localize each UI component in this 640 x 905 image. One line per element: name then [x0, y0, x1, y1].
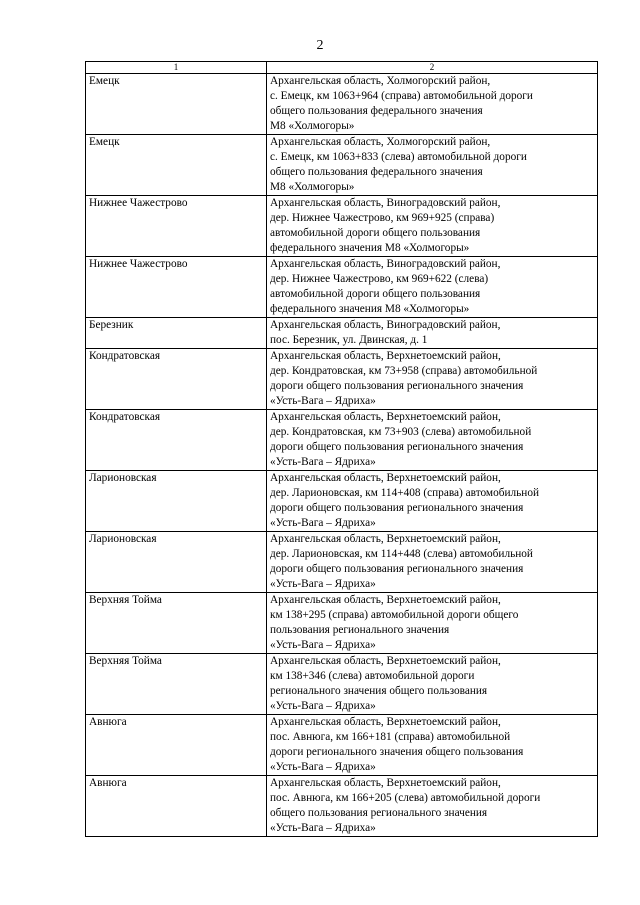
- place-name-cell: Верхняя Тойма: [86, 654, 267, 715]
- address-line: дороги общего пользования регионального значения: [270, 441, 524, 453]
- place-name-cell: Ларионовская: [86, 532, 267, 593]
- address-line: «Усть-Вага – Ядриха»: [270, 639, 376, 651]
- table-row: [86, 74, 598, 135]
- table-row: [86, 654, 598, 715]
- address-line: федерального значения М8 «Холмогоры»: [270, 303, 470, 315]
- place-name-cell: Авнюга: [86, 776, 267, 837]
- place-name-cell: Верхняя Тойма: [86, 593, 267, 654]
- address-line: федерального значения М8 «Холмогоры»: [270, 242, 470, 254]
- place-name-cell: Кондратовская: [86, 410, 267, 471]
- table-row: [86, 776, 598, 837]
- address-line: «Усть-Вага – Ядриха»: [270, 761, 376, 773]
- address-line: пос. Авнюга, км 166+181 (справа) автомобильной: [270, 731, 511, 743]
- address-line: дороги общего пользования регионального значения: [270, 563, 524, 575]
- address-line: общего пользования федерального значения: [270, 105, 483, 117]
- table-row: [86, 349, 598, 410]
- address-line: общего пользования регионального значения: [270, 807, 488, 819]
- table-row: [86, 196, 598, 257]
- table-row: [86, 135, 598, 196]
- address-line: км 138+295 (справа) автомобильной дороги общего: [270, 609, 519, 621]
- address-line: «Усть-Вага – Ядриха»: [270, 700, 376, 712]
- place-name-cell: Ларионовская: [86, 471, 267, 532]
- table-header-row: [86, 62, 598, 74]
- address-line: дер. Нижнее Чажестрово, км 969+622 (слева): [270, 273, 489, 285]
- address-line: «Усть-Вага – Ядриха»: [270, 822, 376, 834]
- address-cell: [267, 349, 598, 410]
- address-cell: [267, 257, 598, 318]
- address-line: Архангельская область, Верхнетоемский район,: [270, 411, 501, 423]
- column-header-2: 2: [267, 62, 598, 74]
- address-line: дер. Ларионовская, км 114+408 (справа) автомобильной: [270, 487, 540, 499]
- address-line: автомобильной дороги общего пользования: [270, 227, 481, 239]
- address-line: пос. Березник, ул. Двинская, д. 1: [270, 334, 428, 346]
- address-line: Архангельская область, Виноградовский район,: [270, 319, 501, 331]
- address-line: дороги общего пользования регионального значения: [270, 380, 524, 392]
- column-header-1: 1: [86, 62, 267, 74]
- table-row: [86, 593, 598, 654]
- address-line: пос. Авнюга, км 166+205 (слева) автомобильной дороги: [270, 792, 541, 804]
- address-line: автомобильной дороги общего пользования: [270, 288, 481, 300]
- address-line: «Усть-Вага – Ядриха»: [270, 456, 376, 468]
- address-line: Архангельская область, Верхнетоемский район,: [270, 594, 501, 606]
- address-line: Архангельская область, Холмогорский район,: [270, 75, 491, 87]
- address-line: Архангельская область, Верхнетоемский район,: [270, 533, 501, 545]
- address-line: М8 «Холмогоры»: [270, 181, 355, 193]
- address-cell: [267, 715, 598, 776]
- place-name-cell: Нижнее Чажестрово: [86, 257, 267, 318]
- address-line: М8 «Холмогоры»: [270, 120, 355, 132]
- table-row: [86, 410, 598, 471]
- address-line: дер. Ларионовская, км 114+448 (слева) автомобильной: [270, 548, 533, 560]
- address-cell: [267, 593, 598, 654]
- place-name-cell: Березник: [86, 318, 267, 349]
- place-name-cell: Емецк: [86, 135, 267, 196]
- table-row: [86, 532, 598, 593]
- place-name-cell: Емецк: [86, 74, 267, 135]
- address-cell: [267, 471, 598, 532]
- address-line: Архангельская область, Верхнетоемский район,: [270, 777, 501, 789]
- address-cell: [267, 532, 598, 593]
- address-cell: [267, 410, 598, 471]
- address-line: дороги общего пользования регионального значения: [270, 502, 524, 514]
- address-line: «Усть-Вага – Ядриха»: [270, 578, 376, 590]
- address-line: с. Емецк, км 1063+833 (слева) автомобильной дороги: [270, 151, 527, 163]
- locations-table: [85, 61, 598, 837]
- page-number: 2: [316, 38, 324, 53]
- address-cell: [267, 318, 598, 349]
- place-name-cell: Кондратовская: [86, 349, 267, 410]
- address-line: Архангельская область, Верхнетоемский район,: [270, 472, 501, 484]
- address-line: дер. Кондратовская, км 73+903 (слева) автомобильной: [270, 426, 532, 438]
- table-body: [86, 74, 598, 837]
- address-cell: [267, 196, 598, 257]
- address-line: общего пользования федерального значения: [270, 166, 483, 178]
- table-row: [86, 471, 598, 532]
- address-line: пользования регионального значения: [270, 624, 450, 636]
- address-line: Архангельская область, Виноградовский район,: [270, 197, 501, 209]
- address-line: Архангельская область, Верхнетоемский район,: [270, 350, 501, 362]
- address-line: дороги регионального значения общего пользования: [270, 746, 524, 758]
- table-row: [86, 318, 598, 349]
- address-line: регионального значения общего пользования: [270, 685, 488, 697]
- address-line: Архангельская область, Верхнетоемский район,: [270, 655, 501, 667]
- address-line: км 138+346 (слева) автомобильной дороги: [270, 670, 475, 682]
- address-line: дер. Нижнее Чажестрово, км 969+925 (справа): [270, 212, 495, 224]
- address-line: «Усть-Вага – Ядриха»: [270, 395, 376, 407]
- address-line: «Усть-Вага – Ядриха»: [270, 517, 376, 529]
- address-line: Архангельская область, Верхнетоемский район,: [270, 716, 501, 728]
- address-line: с. Емецк, км 1063+964 (справа) автомобильной дороги: [270, 90, 533, 102]
- address-line: Архангельская область, Виноградовский район,: [270, 258, 501, 270]
- table-row: [86, 257, 598, 318]
- table-row: [86, 715, 598, 776]
- address-line: дер. Кондратовская, км 73+958 (справа) автомобильной: [270, 365, 538, 377]
- address-cell: [267, 74, 598, 135]
- address-cell: [267, 776, 598, 837]
- place-name-cell: Нижнее Чажестрово: [86, 196, 267, 257]
- address-cell: [267, 654, 598, 715]
- address-line: Архангельская область, Холмогорский район,: [270, 136, 491, 148]
- address-cell: [267, 135, 598, 196]
- place-name-cell: Авнюга: [86, 715, 267, 776]
